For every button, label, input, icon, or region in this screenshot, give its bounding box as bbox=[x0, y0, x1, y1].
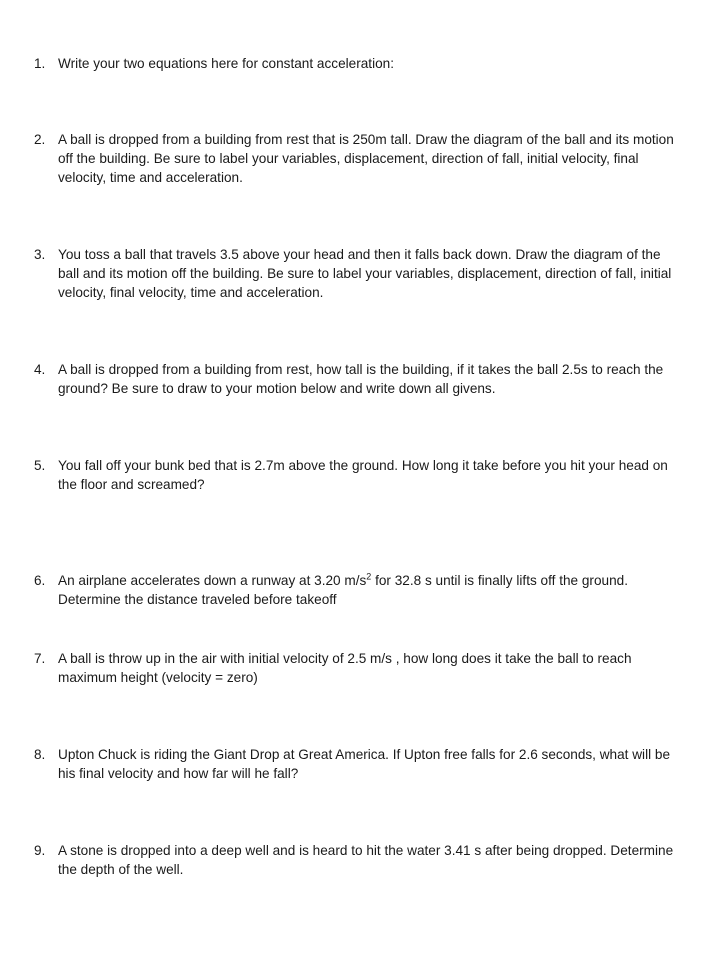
question-number: 5. bbox=[34, 458, 46, 473]
question-text: A ball is throw up in the air with initial velocity of 2.5 m/s , how long does it take the ball to reach maximum height (velocity = zero) bbox=[58, 651, 632, 685]
question-text: Upton Chuck is riding the Giant Drop at Great America. If Upton free falls for 2.6 seconds, what will be his final velocity and how far will he fall? bbox=[58, 747, 671, 781]
question-number: 6. bbox=[34, 573, 46, 588]
question-number: 8. bbox=[34, 747, 46, 762]
exponent: 2 bbox=[366, 571, 372, 582]
question-1 bbox=[34, 54, 674, 73]
question-number: 3. bbox=[34, 247, 46, 262]
question-text: A ball is dropped from a building from rest that is 250m tall. Draw the diagram of the ball and its motion off the building. Be sure to label your variables, displacement, direction of fall, initial velocity, final velocity, time and acceleration. bbox=[58, 132, 674, 185]
question-9 bbox=[34, 841, 674, 879]
question-text: You toss a ball that travels 3.5 above your head and then it falls back down. Draw the diagram of the ball and its motion off the building. Be sure to label your variables, displacement, direction of fall, initial velocity, final velocity, time and acceleration. bbox=[58, 247, 672, 300]
question-number: 2. bbox=[34, 132, 46, 147]
question-3 bbox=[34, 245, 674, 302]
question-number: 9. bbox=[34, 843, 46, 858]
question-7 bbox=[34, 649, 674, 687]
question-number: 4. bbox=[34, 362, 46, 377]
question-text-before: An airplane accelerates down a runway at 3.20 m/s bbox=[58, 573, 367, 588]
question-4 bbox=[34, 360, 674, 398]
question-number: 7. bbox=[34, 651, 46, 666]
question-6 bbox=[34, 571, 674, 609]
question-text: A stone is dropped into a deep well and is heard to hit the water 3.41 s after being dropped. Determine the depth of the well. bbox=[58, 843, 674, 877]
question-text: Write your two equations here for constant acceleration: bbox=[58, 56, 394, 71]
question-text-after: for 32.8 s until is finally lifts off the ground. Determine the distance traveled before takeoff bbox=[58, 573, 628, 607]
question-2 bbox=[34, 130, 674, 187]
question-5 bbox=[34, 456, 674, 494]
question-text: A ball is dropped from a building from rest, how tall is the building, if it takes the ball 2.5s to reach the ground? Be sure to draw to your motion below and write down all givens. bbox=[58, 362, 664, 396]
question-text bbox=[58, 571, 674, 609]
question-8 bbox=[34, 745, 674, 783]
question-text: You fall off your bunk bed that is 2.7m above the ground. How long it take before you hit your head on the floor and screamed? bbox=[58, 458, 668, 492]
question-number: 1. bbox=[34, 56, 46, 71]
